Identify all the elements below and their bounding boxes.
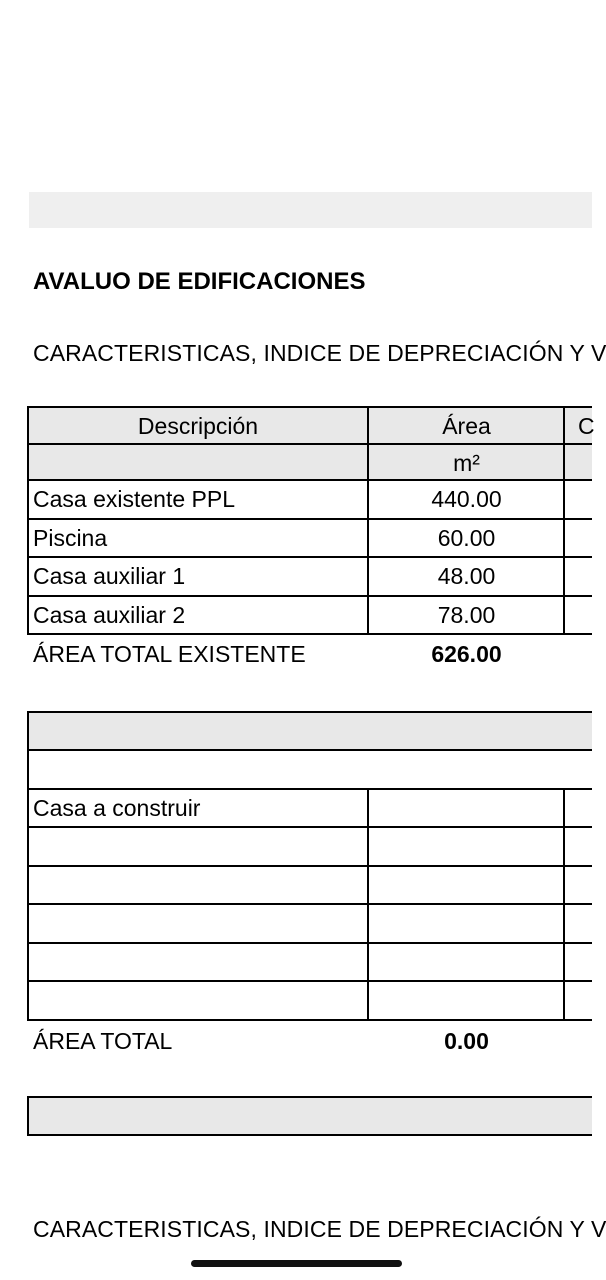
- table-row-desc: Casa a construir: [33, 795, 201, 821]
- table-row-area: 440.00: [431, 486, 502, 512]
- table-row-desc: Casa auxiliar 1: [33, 563, 186, 589]
- section-subtitle-bottom: CARACTERISTICAS, INDICE DE DEPRECIACIÓN Y V: [33, 1216, 606, 1242]
- table-row-area: 78.00: [437, 602, 496, 628]
- grid-line: [27, 942, 592, 944]
- unit-row-third: [565, 444, 592, 480]
- table-row-desc: [28, 827, 368, 864]
- grid-line: [27, 980, 592, 982]
- grid-line: [27, 711, 29, 1021]
- table-row-area: [369, 943, 564, 980]
- grid-line: [27, 595, 592, 597]
- table2-header-band: [28, 712, 592, 749]
- table-row-area: 48.00: [437, 563, 496, 589]
- grid-line: [27, 406, 592, 408]
- table-row-area: 60.00: [437, 525, 496, 551]
- header-area: Área: [369, 407, 564, 444]
- unit-row-area: m²: [369, 444, 564, 480]
- grid-line: [27, 711, 592, 713]
- header-third-column: C: [565, 407, 592, 444]
- total-existing-value: 626.00: [431, 641, 502, 667]
- table-row-desc: [28, 943, 368, 980]
- home-indicator[interactable]: [191, 1260, 402, 1267]
- grid-line: [27, 556, 592, 558]
- grid-line: [27, 479, 592, 481]
- table-row-desc: Casa existente PPL: [33, 486, 236, 512]
- table-row-desc: [28, 866, 368, 903]
- header-descripcion: Descripción: [28, 407, 368, 444]
- table-row-area: [369, 866, 564, 903]
- grid-line: [27, 406, 29, 635]
- grid-line: [563, 788, 565, 1021]
- total-existing-label: ÁREA TOTAL EXISTENTE: [33, 641, 306, 667]
- grid-line: [27, 443, 592, 445]
- grid-line: [27, 865, 592, 867]
- grid-line: [27, 903, 592, 905]
- table-row-desc: Casa auxiliar 2: [33, 602, 186, 628]
- grid-line: [27, 1096, 592, 1098]
- grid-line: [27, 1096, 29, 1136]
- total-label: ÁREA TOTAL: [33, 1028, 173, 1054]
- table-row-desc: [28, 904, 368, 941]
- grid-line: [27, 1019, 592, 1021]
- table-row-area: [369, 789, 564, 826]
- total-value: 0.00: [444, 1028, 489, 1054]
- table-row-desc: [28, 981, 368, 1018]
- table-row-desc: Piscina: [33, 525, 108, 551]
- table-row-area: [369, 981, 564, 1018]
- section-subtitle: CARACTERISTICAS, INDICE DE DEPRECIACIÓN Y V: [33, 340, 606, 366]
- section-heading: AVALUO DE EDIFICACIONES: [33, 268, 366, 295]
- grid-line: [27, 1134, 592, 1136]
- grid-line: [563, 406, 565, 635]
- grid-line: [367, 788, 369, 1021]
- grid-line: [27, 826, 592, 828]
- bottom-gray-band: [28, 1097, 592, 1134]
- table-row-area: [369, 904, 564, 941]
- grid-line: [27, 518, 592, 520]
- grid-line: [27, 749, 592, 751]
- grid-line: [367, 406, 369, 635]
- table-row-area: [369, 827, 564, 864]
- top-gray-band: [29, 192, 592, 228]
- grid-line: [27, 788, 592, 790]
- unit-row-desc: [28, 444, 368, 480]
